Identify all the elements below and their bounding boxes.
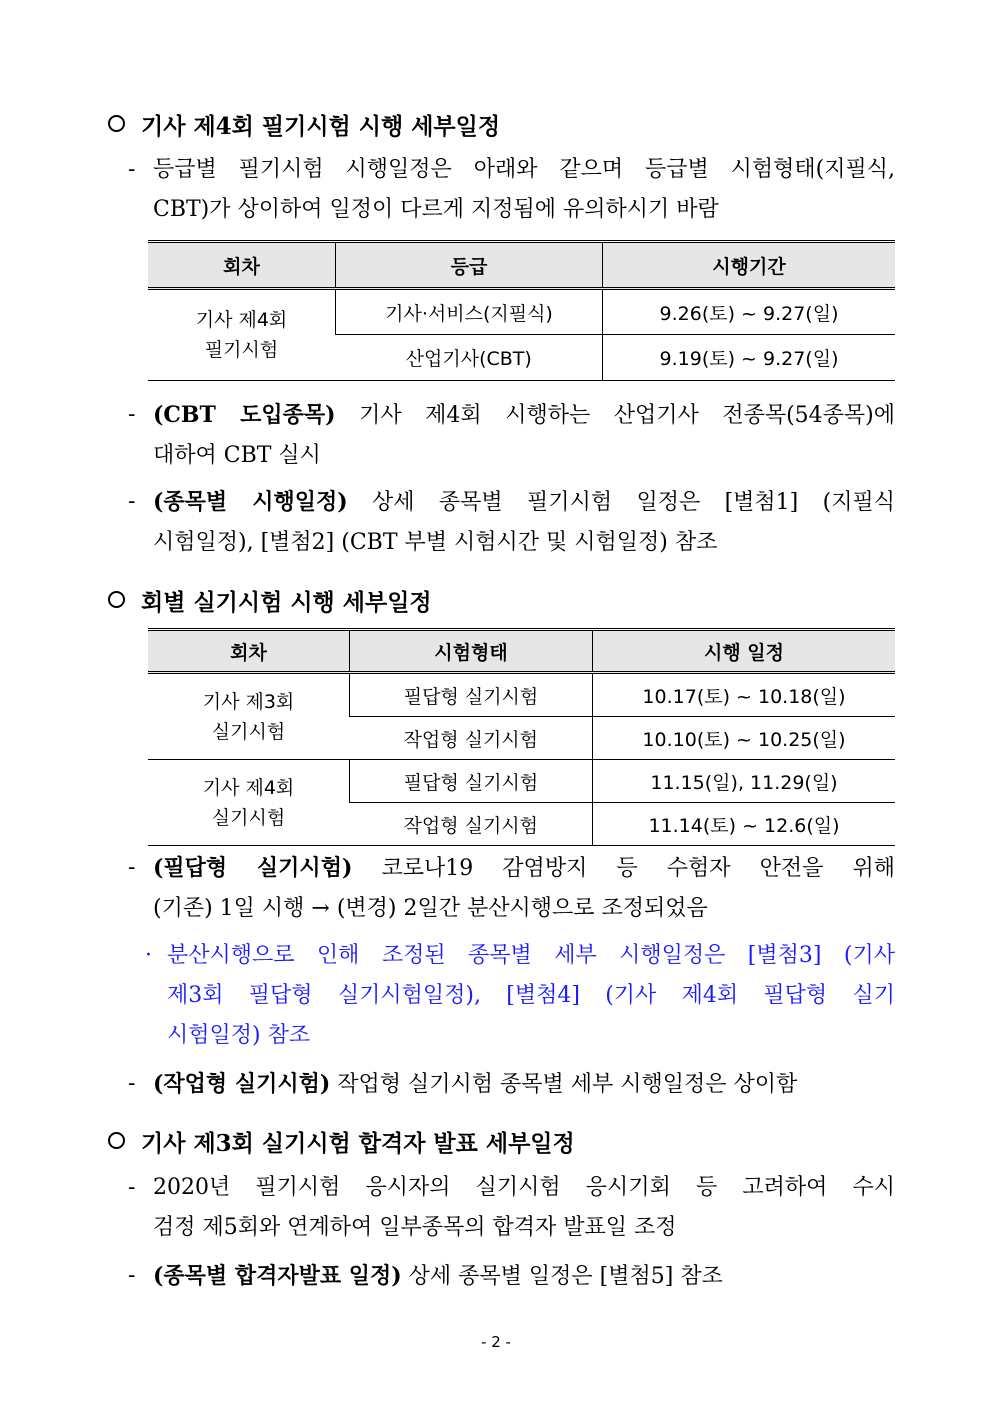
- page-number: - 2 -: [481, 1333, 511, 1351]
- practical-exam-table: [148, 628, 895, 846]
- round-cell: [148, 760, 350, 846]
- round-cell: [148, 673, 350, 760]
- text-span: 기사 제4회 시행하는 산업기사 전종목(54종목)에: [335, 403, 895, 428]
- table-header: 시험형태: [350, 630, 593, 673]
- text-span: 상세 종목별 필기시험 일정은 [별첨1] (지필식: [347, 490, 895, 515]
- text-line: CBT)가 상이하여 일정이 다르게 지정됨에 유의하시기 바람: [153, 197, 719, 222]
- heading-text: 회별 실기시험 시행 세부일정: [141, 589, 432, 616]
- written-exam-table: [148, 240, 895, 381]
- paragraph-work-practical: - (작업형 실기시험) 작업형 실기시험 종목별 세부 시행일정은 상이함: [128, 1071, 798, 1097]
- table-cell: 10.17(토) ~ 10.18(일): [593, 673, 896, 717]
- text-span: 상세 종목별 일정은 [별첨5] 참조: [401, 1264, 723, 1289]
- table-header: 회차: [148, 242, 336, 289]
- table-header: 시행 일정: [593, 630, 896, 673]
- text-line: 2020년 필기시험 응시자의 실기시험 응시기회 등 고려하여 수시: [153, 1175, 895, 1200]
- circle-bullet-icon: [108, 591, 125, 608]
- paragraph-results-schedule: - (종목별 합격자발표 일정) 상세 종목별 일정은 [별첨5] 참조: [128, 1263, 723, 1289]
- round-line: 실기시험: [211, 720, 286, 743]
- bold-label: (종목별 합격자발표 일정): [153, 1263, 402, 1289]
- table-cell: 9.26(토) ~ 9.27(일): [603, 289, 896, 335]
- text-line: 시험일정), [별첨2] (CBT 부별 시험시간 및 시험일정) 참조: [153, 530, 718, 555]
- text-span: 코로나19 감염방지 등 수험자 안전을 위해: [352, 856, 895, 881]
- bold-label: (종목별 시행일정): [153, 489, 348, 515]
- bold-label: (작업형 실기시험): [153, 1071, 331, 1097]
- round-line: 기사 제4회: [202, 776, 295, 799]
- table-cell: 11.14(토) ~ 12.6(일): [593, 803, 896, 846]
- section-heading-written-exam: [108, 108, 500, 141]
- table-header: 회차: [148, 630, 350, 673]
- text-line: 제3회 필답형 실기시험일정), [별첨4] (기사 제4회 필답형 실기: [167, 983, 895, 1008]
- round-line: 실기시험: [211, 806, 286, 829]
- text-line: 시험일정) 참조: [167, 1023, 311, 1048]
- table-cell: 작업형 실기시험: [350, 803, 593, 846]
- text-line: 대하여 CBT 실시: [153, 443, 321, 468]
- round-cell: [148, 289, 336, 381]
- paragraph-item-schedule: - (종목별 시행일정) 상세 종목별 필기시험 일정은 [별첨1] (지필식 시험일정), [별첨2] (CBT 부별 시험시간 및 시험일정) 참조: [128, 482, 895, 563]
- text-line: 검정 제5회와 연계하여 일부종목의 합격자 발표일 조정: [153, 1215, 677, 1240]
- text-span: 작업형 실기시험 종목별 세부 시행일정은 상이함: [330, 1072, 798, 1097]
- heading-text: 기사 제3회 실기시험 합격자 발표 세부일정: [141, 1130, 575, 1157]
- paragraph-grade-schedule: - 등급별 필기시험 시행일정은 아래와 같으며 등급별 시험형태(지필식, CBT)가 상이하여 일정이 다르게 지정됨에 유의하시기 바람: [128, 150, 895, 230]
- table-header: 등급: [336, 242, 603, 289]
- section-heading-practical-exam: [108, 584, 432, 617]
- bold-label: (CBT 도입종목): [153, 402, 336, 428]
- sub-bullet-distributed: · 분산시행으로 인해 조정된 종목별 세부 시행일정은 [별첨3] (기사 제3회 필답형 실기시험일정), [별첨4] (기사 제4회 필답형 실기 시험일정) 참조: [145, 936, 895, 1056]
- table-cell: 산업기사(CBT): [336, 335, 603, 381]
- paragraph-cbt-items: - (CBT 도입종목) 기사 제4회 시행하는 산업기사 전종목(54종목)에 대하여 CBT 실시: [128, 395, 895, 476]
- table-header: 시행기간: [603, 242, 896, 289]
- round-line: 기사 제3회: [202, 690, 295, 713]
- round-line: 기사 제4회: [195, 309, 288, 331]
- text-line: (기존) 1일 시행 → (변경) 2일간 분산시행으로 조정되었음: [153, 896, 708, 921]
- table-cell: 10.10(토) ~ 10.25(일): [593, 717, 896, 760]
- table-cell: 작업형 실기시험: [350, 717, 593, 760]
- table-cell: 9.19(토) ~ 9.27(일): [603, 335, 896, 381]
- table-cell: 11.15(일), 11.29(일): [593, 760, 896, 803]
- section-heading-results: [108, 1125, 575, 1158]
- paragraph-written-practical: - (필답형 실기시험) 코로나19 감염방지 등 수험자 안전을 위해 (기존) 1일 시행 → (변경) 2일간 분산시행으로 조정되었음: [128, 848, 895, 929]
- table-cell: 필답형 실기시험: [350, 673, 593, 717]
- text-line: 등급별 필기시험 시행일정은 아래와 같으며 등급별 시험형태(지필식,: [153, 157, 895, 182]
- heading-text: 기사 제4회 필기시험 시행 세부일정: [141, 113, 501, 140]
- paragraph-results-adjust: - 2020년 필기시험 응시자의 실기시험 응시기회 등 고려하여 수시 검정 제5회와 연계하여 일부종목의 합격자 발표일 조정: [128, 1168, 895, 1248]
- circle-bullet-icon: [108, 1132, 125, 1149]
- round-line: 필기시험: [204, 339, 279, 361]
- bold-label: (필답형 실기시험): [153, 855, 353, 881]
- table-cell: 기사·서비스(지필식): [336, 289, 603, 335]
- table-cell: 필답형 실기시험: [350, 760, 593, 803]
- text-line: 분산시행으로 인해 조정된 종목별 세부 시행일정은 [별첨3] (기사: [167, 943, 895, 968]
- circle-bullet-icon: [108, 115, 125, 132]
